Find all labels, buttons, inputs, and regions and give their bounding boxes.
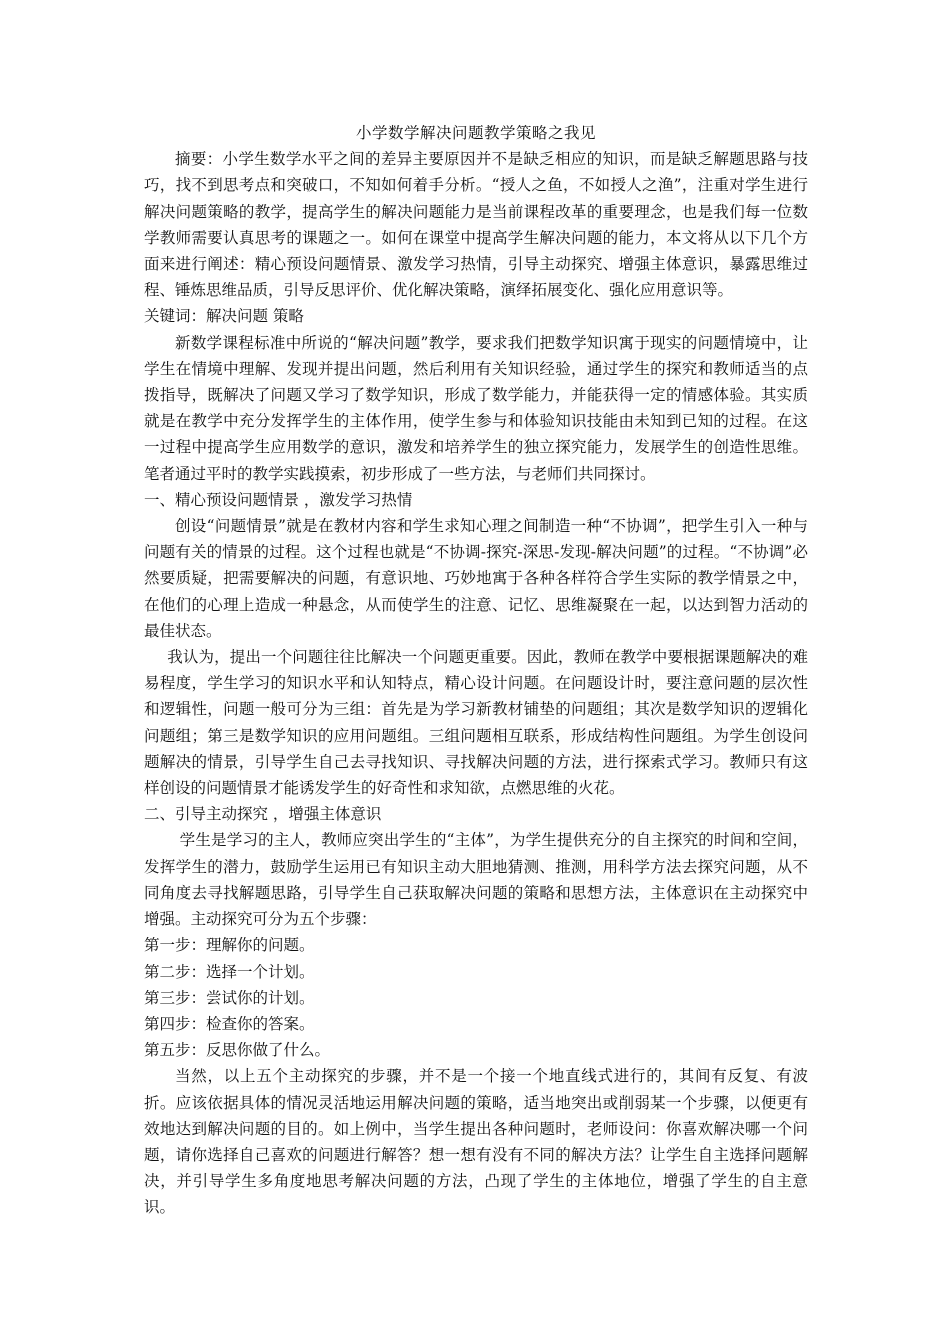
section-1-heading: 一、精心预设问题情景 ，激发学习热情: [144, 490, 413, 509]
intro-paragraph: 新数学课程标准中所说的“解决问题”教学，要求我们把数学知识寓于现实的问题情境中，让学生在情境中理解、发现并提出问题，然后利用有关知识经验，通过学生的探究和教师适当的点拨指导，既解决了问题又学习了数学知识，形成了数学能力，并能获得一定的情感体验。其实质就是在教学中充分发挥学生的主体作用，使学生参与和体验知识技能由未知到已知的过程。在这一过程中提高学生应用数学的意识，激发和培养学生的独立探究能力，发展学生的创造性思维。笔者通过平时的教学实践摸索，初步形成了一些方法，与老师们共同探讨。: [144, 333, 808, 483]
section-1-paragraph-2: 我认为，提出一个问题往往比解决一个问题更重要。因此，教师在教学中要根据课题解决的难易程度，学生学习的知识水平和认知特点，精心设计问题。在问题设计时，要注意问题的层次性和逻辑性，问题一般可分为三组：首先是为学习新教材铺垫的问题组；其次是数学知识的逻辑化问题组；第三是数学知识的应用问题组。三组问题相互联系，形成结构性问题组。为学生创设问题解决的情景，引导学生自己去寻找知识、寻找解决问题的方法，进行探索式学习。教师只有这样创设的问题情景才能诱发学生的好奇性和求知欲，点燃思维的火花。: [144, 648, 808, 798]
section-1-paragraph-1: 创设“问题情景”就是在教材内容和学生求知心理之间制造一种“不协调”，把学生引入一种与问题有关的情景的过程。这个过程也就是“不协调-探究-深思-发现-解决问题”的过程。“不协调”必然要质疑，把需要解决的问题，有意识地、巧妙地寓于各种各样符合学生实际的教学情景之中，在他们的心理上造成一种悬念，从而使学生的注意、记忆、思维凝聚在一起，以达到智力活动的最佳状态。: [144, 517, 808, 640]
steps-list: [144, 932, 808, 1063]
step-item: 第四步：检查你的答案。: [144, 1014, 315, 1033]
document-page: [144, 120, 808, 1221]
step-item: 第一步：理解你的问题。: [144, 936, 315, 955]
step-item: 第五步：反思你做了什么。: [144, 1041, 331, 1060]
step-item: 第三步：尝试你的计划。: [144, 988, 315, 1007]
section-2-paragraph-2: 当然，以上五个主动探究的步骤，并不是一个接一个地直线式进行的，其间有反复、有波折。应该依据具体的情况灵活地运用解决问题的策略，适当地突出或削弱某一个步骤，以便更有效地达到解决问题的目的。如上例中，当学生提出各种问题时，老师设问：你喜欢解决哪一个问题，请你选择自己喜欢的问题进行解答？想一想有没有不同的解决方法？让学生自主选择问题解决，并引导学生多角度地思考解决问题的方法，凸现了学生的主体地位，增强了学生的自主意识。: [144, 1067, 808, 1217]
step-item: 第二步：选择一个计划。: [144, 962, 315, 981]
abstract-paragraph: 摘要：小学生数学水平之间的差异主要原因并不是缺乏相应的知识，而是缺乏解题思路与技巧，找不到思考点和突破口，不知如何着手分析。“授人之鱼，不如授人之渔”，注重对学生进行解决问题策略的教学，提高学生的解决问题能力是当前课程改革的重要理念，也是我们每一位数学教师需要认真思考的课题之一。如何在课堂中提高学生解决问题的能力，本文将从以下几个方面来进行阐述：精心预设问题情景、激发学习热情，引导主动探究、增强主体意识，暴露思维过程、锤炼思维品质，引导反思评价、优化解决策略，演绎拓展变化、强化应用意识等。: [144, 150, 808, 300]
keywords-line: 关键词：解决问题 策略: [144, 307, 304, 326]
section-2-heading: 二、引导主动探究 ，增强主体意识: [144, 805, 382, 824]
section-2-paragraph-1: 学生是学习的主人，教师应突出学生的“主体”，为学生提供充分的自主探究的时间和空间，发挥学生的潜力，鼓励学生运用已有知识主动大胆地猜测、推测，用科学方法去探究问题，从不同角度去寻找解题思路，引导学生自己获取解决问题的策略和思想方法，主体意识在主动探究中增强。主动探究可分为五个步骤：: [144, 831, 808, 929]
document-title: 小学数学解决问题教学策略之我见: [355, 124, 596, 142]
